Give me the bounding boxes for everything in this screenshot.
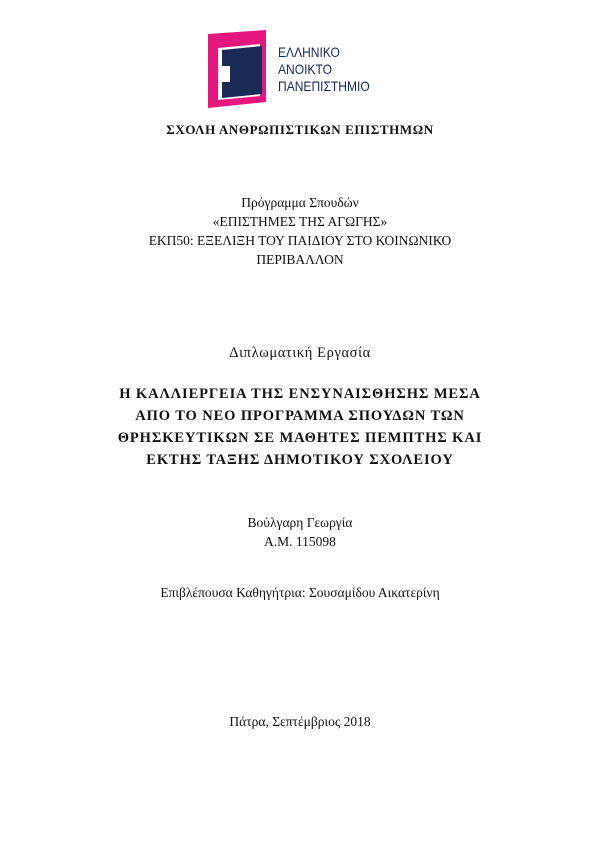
place-date: Πάτρα, Σεπτέμβριος 2018 (229, 714, 371, 729)
title-line-2: ΑΠΟ ΤΟ ΝΕΟ ΠΡΟΓΡΑΜΜΑ ΣΠΟΥΔΩΝ ΤΩΝ (135, 408, 465, 424)
logo-line-1: ΕΛΛΗΝΙΚΟ (278, 44, 340, 60)
thesis-title (0, 383, 600, 471)
logo-book-icon (208, 30, 274, 108)
course-line-2: ΠΕΡΙΒΑΛΛΟΝ (256, 252, 344, 267)
logo-wordmark (278, 44, 370, 95)
logo-line-3: ΠΑΝΕΠΙΣΤΗΜΙΟ (278, 78, 370, 94)
author-name: Βούλγαρη Γεωργία (247, 515, 353, 530)
school-name: ΣΧΟΛΗ ΑΝΘΡΩΠΙΣΤΙΚΩΝ ΕΠΙΣΤΗΜΩΝ (166, 122, 434, 137)
thesis-type: Διπλωματική Εργασία (229, 345, 371, 361)
program-name: «ΕΠΙΣΤΗΜΕΣ ΤΗΣ ΑΓΩΓΗΣ» (212, 214, 388, 229)
program-block (0, 193, 600, 269)
logo-line-2: ΑΝΟΙΚΤΟ (278, 61, 332, 77)
title-line-3: ΘΡΗΣΚΕΥΤΙΚΩΝ ΣΕ ΜΑΘΗΤΕΣ ΠΕΜΠΤΗΣ ΚΑΙ (117, 430, 483, 446)
student-id: Α.Μ. 115098 (264, 534, 336, 549)
author-block (0, 513, 600, 551)
title-line-4: ΕΚΤΗΣ ΤΑΞΗΣ ΔΗΜΟΤΙΚΟΥ ΣΧΟΛΕΙΟΥ (146, 452, 454, 468)
supervisor: Επιβλέπουσα Καθηγήτρια: Σουσαμίδου Αικατερίνη (160, 585, 440, 600)
title-line-1: Η ΚΑΛΛΙΕΡΓΕΙΑ ΤΗΣ ΕΝΣΥΝΑΙΣΘΗΣΗΣ ΜΕΣΑ (119, 386, 481, 402)
university-logo (208, 30, 388, 110)
program-label: Πρόγραμμα Σπουδών (241, 195, 359, 210)
course-line-1: ΕΚΠ50: ΕΞΕΛΙΞΗ ΤΟΥ ΠΑΙΔΙΟΥ ΣΤΟ ΚΟΙΝΩΝΙΚΟ (148, 233, 452, 248)
